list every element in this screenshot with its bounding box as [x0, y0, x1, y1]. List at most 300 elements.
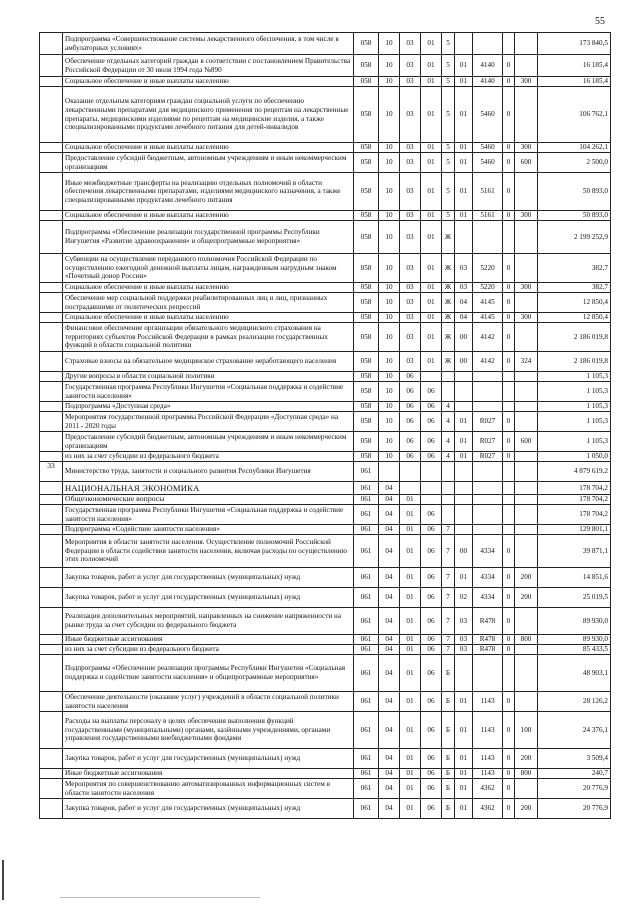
event-code: 03 — [455, 254, 473, 283]
table-row — [40, 221, 611, 254]
suffix-code — [503, 33, 515, 55]
ministry-code: 061 — [354, 799, 379, 819]
table-row — [40, 143, 611, 153]
program-code: 01 — [421, 87, 442, 143]
table-row — [40, 77, 611, 87]
suffix-code — [503, 525, 515, 535]
amount-cell: 48 903,1 — [538, 655, 611, 692]
amount-cell: 12 850,4 — [538, 293, 611, 313]
program-code: 01 — [421, 323, 442, 352]
subprogram-code: 4 — [442, 402, 455, 412]
subprogram-code: Ж — [442, 283, 455, 293]
section-code: 04 — [379, 799, 400, 819]
suffix-code — [503, 382, 515, 402]
subprogram-code: 4 — [442, 412, 455, 432]
row-number — [40, 323, 63, 352]
ministry-code: 058 — [354, 221, 379, 254]
budget-table — [39, 32, 611, 819]
item-name: Подпрограмма «Содействие занятости населения» — [63, 525, 354, 535]
item-name: из них за счет субсидии из федерального бюджета — [63, 645, 354, 655]
suffix-code: 0 — [503, 779, 515, 799]
row-number — [40, 254, 63, 283]
item-name: Другие вопросы в области социальной политики — [63, 372, 354, 382]
section-code: 04 — [379, 482, 400, 495]
row-number — [40, 87, 63, 143]
row-number — [40, 645, 63, 655]
table-row — [40, 495, 611, 505]
item-name: Закупка товаров, работ и услуг для государственных (муниципальных) нужд — [63, 749, 354, 769]
subsection-code: 06 — [400, 412, 421, 432]
program-code: 06 — [421, 645, 442, 655]
direction-code — [473, 372, 503, 382]
table-row — [40, 153, 611, 173]
expense-type-code — [515, 221, 538, 254]
expense-type-code — [515, 402, 538, 412]
program-code: 06 — [421, 769, 442, 779]
amount-cell: 382,7 — [538, 283, 611, 293]
event-code — [455, 655, 473, 692]
ministry-code: 061 — [354, 505, 379, 525]
direction-code: 4334 — [473, 568, 503, 588]
table-row — [40, 254, 611, 283]
direction-code: 4140 — [473, 55, 503, 77]
section-code: 10 — [379, 283, 400, 293]
item-name: Оказание отдельным категориям граждан социальной услуги по обеспечению лекарственными препаратами для медицинского применения по рецептам на лекарственные препараты, медицинскими изделиями по рецептам на медицинские изделия, а также специализированными продуктами лечебного питания для детей-инвалидов — [63, 87, 354, 143]
subprogram-code — [442, 462, 455, 482]
direction-code: 4334 — [473, 535, 503, 568]
suffix-code: 0 — [503, 352, 515, 372]
subsection-code: 01 — [400, 635, 421, 645]
item-name: Страховые взносы на обязательное медицинское страхование неработающего населения — [63, 352, 354, 372]
program-code: 01 — [421, 352, 442, 372]
amount-cell: 1 105,3 — [538, 412, 611, 432]
subsection-code: 01 — [400, 495, 421, 505]
suffix-code: 0 — [503, 153, 515, 173]
amount-cell: 12 850,4 — [538, 313, 611, 323]
subsection-code — [400, 482, 421, 495]
row-number — [40, 173, 63, 211]
item-name: Социальное обеспечение и иные выплаты населению — [63, 283, 354, 293]
section-code: 10 — [379, 313, 400, 323]
section-code: 04 — [379, 692, 400, 712]
suffix-code — [503, 402, 515, 412]
subsection-code: 03 — [400, 143, 421, 153]
expense-type-code — [515, 293, 538, 313]
direction-code: 5220 — [473, 283, 503, 293]
subsection-code: 03 — [400, 33, 421, 55]
subsection-code: 03 — [400, 283, 421, 293]
section-code: 04 — [379, 568, 400, 588]
subsection-code: 01 — [400, 712, 421, 749]
expense-type-code — [515, 412, 538, 432]
subprogram-code: 5 — [442, 33, 455, 55]
program-code: 06 — [421, 412, 442, 432]
subsection-code: 06 — [400, 402, 421, 412]
suffix-code — [503, 462, 515, 482]
event-code — [455, 33, 473, 55]
subprogram-code: 5 — [442, 153, 455, 173]
program-code: 01 — [421, 313, 442, 323]
subprogram-code: 7 — [442, 635, 455, 645]
item-name: Государственная программа Республики Ингушетия «Социальная поддержка и содействие занятости населения» — [63, 505, 354, 525]
direction-code — [473, 525, 503, 535]
section-code: 10 — [379, 293, 400, 313]
page-number: 55 — [595, 16, 605, 27]
row-number — [40, 692, 63, 712]
program-code: 06 — [421, 635, 442, 645]
direction-code — [473, 495, 503, 505]
amount-cell: 50 893,0 — [538, 211, 611, 221]
direction-code: 5161 — [473, 173, 503, 211]
subprogram-code: Ж — [442, 221, 455, 254]
row-number — [40, 352, 63, 372]
program-code: 01 — [421, 33, 442, 55]
ministry-code: 061 — [354, 645, 379, 655]
subsection-code: 03 — [400, 211, 421, 221]
subsection-code: 01 — [400, 535, 421, 568]
event-code: 01 — [455, 412, 473, 432]
suffix-code: 0 — [503, 173, 515, 211]
event-code: 00 — [455, 352, 473, 372]
row-number — [40, 712, 63, 749]
amount-cell: 20 776,9 — [538, 799, 611, 819]
row-number — [40, 211, 63, 221]
ministry-code: 061 — [354, 462, 379, 482]
program-code: 01 — [421, 153, 442, 173]
expense-type-code — [515, 323, 538, 352]
item-name: Подпрограмма «Обеспечение реализации программы Республики Ингушетия «Социальная поддержка и содействие занятости населения» и общепрограммные мероприятия» — [63, 655, 354, 692]
subsection-code: 01 — [400, 645, 421, 655]
ministry-code: 058 — [354, 352, 379, 372]
expense-type-code: 300 — [515, 211, 538, 221]
ministry-code: 058 — [354, 283, 379, 293]
ministry-code: 061 — [354, 535, 379, 568]
amount-cell: 104 262,1 — [538, 143, 611, 153]
section-code: 10 — [379, 412, 400, 432]
expense-type-code — [515, 505, 538, 525]
item-name: Государственная программа Республики Ингушетия «Социальная поддержка и содействие занятости населения» — [63, 382, 354, 402]
item-name: Социальное обеспечение и иные выплаты населению — [63, 143, 354, 153]
table-row — [40, 432, 611, 452]
ministry-code: 058 — [354, 432, 379, 452]
program-code: 06 — [421, 452, 442, 462]
table-row — [40, 588, 611, 608]
subprogram-code: Б — [442, 692, 455, 712]
table-row — [40, 645, 611, 655]
amount-cell: 39 871,1 — [538, 535, 611, 568]
event-code: 01 — [455, 153, 473, 173]
direction-code — [473, 402, 503, 412]
row-number — [40, 153, 63, 173]
expense-type-code — [515, 254, 538, 283]
subprogram-code: 4 — [442, 432, 455, 452]
expense-type-code — [515, 692, 538, 712]
subprogram-code: 5 — [442, 87, 455, 143]
section-code: 10 — [379, 33, 400, 55]
suffix-code: 0 — [503, 568, 515, 588]
row-number — [40, 608, 63, 635]
direction-code: 1143 — [473, 749, 503, 769]
direction-code: 5460 — [473, 153, 503, 173]
table-row — [40, 525, 611, 535]
expense-type-code: 800 — [515, 635, 538, 645]
section-code: 10 — [379, 254, 400, 283]
ministry-code: 058 — [354, 211, 379, 221]
row-number — [40, 505, 63, 525]
expense-type-code — [515, 495, 538, 505]
table-row — [40, 799, 611, 819]
ministry-code: 058 — [354, 452, 379, 462]
subsection-code — [400, 462, 421, 482]
expense-type-code — [515, 779, 538, 799]
ministry-code: 061 — [354, 525, 379, 535]
suffix-code: 0 — [503, 412, 515, 432]
amount-cell: 2 186 019,8 — [538, 323, 611, 352]
table-row — [40, 293, 611, 313]
ministry-code: 061 — [354, 779, 379, 799]
section-code: 10 — [379, 87, 400, 143]
section-code: 04 — [379, 495, 400, 505]
section-code: 04 — [379, 655, 400, 692]
amount-cell: 20 776,9 — [538, 779, 611, 799]
subsection-code: 03 — [400, 323, 421, 352]
subsection-code: 06 — [400, 372, 421, 382]
item-name: Иные межбюджетные трансферты на реализацию отдельных полномочий в области обеспечения лекарственными препаратами, изделиями медицинского назначения, а также специализированными продуктами лечебного питания — [63, 173, 354, 211]
direction-code — [473, 221, 503, 254]
amount-cell: 1 105,3 — [538, 372, 611, 382]
event-code: 03 — [455, 283, 473, 293]
amount-cell: 1 105,3 — [538, 432, 611, 452]
row-number — [40, 293, 63, 313]
direction-code: 4142 — [473, 323, 503, 352]
item-name: Подпрограмма «Доступная среда» — [63, 402, 354, 412]
suffix-code: 0 — [503, 535, 515, 568]
suffix-code: 0 — [503, 432, 515, 452]
program-code — [421, 482, 442, 495]
table-row — [40, 313, 611, 323]
subprogram-code: 7 — [442, 588, 455, 608]
amount-cell: 2 186 019,8 — [538, 352, 611, 372]
expense-type-code — [515, 87, 538, 143]
row-number — [40, 495, 63, 505]
item-name: Предоставление субсидий бюджетным, автономным учреждениям и иным некоммерческим организациям — [63, 432, 354, 452]
direction-code: 5161 — [473, 211, 503, 221]
ministry-code: 058 — [354, 173, 379, 211]
section-code: 10 — [379, 372, 400, 382]
item-name: Подпрограмма «Совершенствование системы лекарственного обеспечения, в том числе в амбулаторных условиях» — [63, 33, 354, 55]
amount-cell: 89 930,0 — [538, 635, 611, 645]
subsection-code: 03 — [400, 293, 421, 313]
suffix-code: 0 — [503, 608, 515, 635]
amount-cell: 85 433,5 — [538, 645, 611, 655]
expense-type-code — [515, 608, 538, 635]
suffix-code: 0 — [503, 712, 515, 749]
suffix-code: 0 — [503, 293, 515, 313]
item-name: Иные бюджетные ассигнования — [63, 769, 354, 779]
direction-code: R027 — [473, 412, 503, 432]
expense-type-code — [515, 382, 538, 402]
section-code: 10 — [379, 143, 400, 153]
amount-cell: 25 019,5 — [538, 588, 611, 608]
program-code — [421, 372, 442, 382]
suffix-code: 0 — [503, 645, 515, 655]
section-code: 04 — [379, 645, 400, 655]
expense-type-code: 200 — [515, 588, 538, 608]
event-code: 01 — [455, 712, 473, 749]
subprogram-code: 5 — [442, 143, 455, 153]
table-row — [40, 769, 611, 779]
amount-cell: 178 704,2 — [538, 495, 611, 505]
subprogram-code: 7 — [442, 525, 455, 535]
ministry-code: 061 — [354, 588, 379, 608]
event-code: 01 — [455, 692, 473, 712]
item-name: Общеэкономические вопросы — [63, 495, 354, 505]
subprogram-code — [442, 482, 455, 495]
section-code: 04 — [379, 712, 400, 749]
binding-mark — [2, 860, 4, 900]
amount-cell: 50 893,0 — [538, 173, 611, 211]
expense-type-code — [515, 372, 538, 382]
item-name: Обеспечение мер социальной поддержки реабилитированных лиц и лиц, признанных пострадавшими от политических репрессий — [63, 293, 354, 313]
item-name: Социальное обеспечение и иные выплаты населению — [63, 211, 354, 221]
subprogram-code: Б — [442, 779, 455, 799]
event-code — [455, 382, 473, 402]
program-code: 01 — [421, 254, 442, 283]
row-number — [40, 432, 63, 452]
suffix-code: 0 — [503, 452, 515, 462]
program-code: 06 — [421, 432, 442, 452]
ministry-code: 058 — [354, 313, 379, 323]
subsection-code: 01 — [400, 692, 421, 712]
ministry-code: 061 — [354, 655, 379, 692]
event-code — [455, 482, 473, 495]
subsection-code: 03 — [400, 77, 421, 87]
direction-code: 5460 — [473, 87, 503, 143]
subprogram-code — [442, 495, 455, 505]
direction-code: 4145 — [473, 293, 503, 313]
program-code: 01 — [421, 143, 442, 153]
subprogram-code: 7 — [442, 568, 455, 588]
suffix-code: 0 — [503, 254, 515, 283]
expense-type-code: 200 — [515, 749, 538, 769]
row-number — [40, 143, 63, 153]
subsection-code: 01 — [400, 655, 421, 692]
event-code: 00 — [455, 323, 473, 352]
expense-type-code — [515, 645, 538, 655]
program-code: 01 — [421, 221, 442, 254]
ministry-code: 061 — [354, 692, 379, 712]
event-code: 01 — [455, 211, 473, 221]
amount-cell: 129 801,1 — [538, 525, 611, 535]
table-row — [40, 712, 611, 749]
subprogram-code: 7 — [442, 645, 455, 655]
event-code: 03 — [455, 645, 473, 655]
amount-cell: 24 376,1 — [538, 712, 611, 749]
item-name: Закупка товаров, работ и услуг для государственных (муниципальных) нужд — [63, 568, 354, 588]
expense-type-code: 300 — [515, 283, 538, 293]
suffix-code: 0 — [503, 77, 515, 87]
event-code — [455, 402, 473, 412]
suffix-code: 0 — [503, 87, 515, 143]
ministry-code: 058 — [354, 293, 379, 313]
item-name: Субвенции на осуществление переданного полномочия Российской Федерации по осуществлению ежегодной денежной выплаты лицам, награжденным нагрудным знаком «Почетный донор России» — [63, 254, 354, 283]
subprogram-code: Ж — [442, 352, 455, 372]
item-name: Финансовое обеспечение организации обязательного медицинского страхования на территориях субъектов Российской Федерации в рамках реализации государственных функций в области социальной политики — [63, 323, 354, 352]
row-number — [40, 55, 63, 77]
subsection-code: 01 — [400, 749, 421, 769]
section-code: 04 — [379, 635, 400, 645]
section-code: 04 — [379, 608, 400, 635]
suffix-code — [503, 372, 515, 382]
table-row — [40, 173, 611, 211]
subsection-code: 03 — [400, 221, 421, 254]
table-row — [40, 323, 611, 352]
suffix-code: 0 — [503, 635, 515, 645]
ministry-code: 058 — [354, 77, 379, 87]
suffix-code: 0 — [503, 692, 515, 712]
table-row — [40, 749, 611, 769]
section-code: 10 — [379, 221, 400, 254]
ministry-code: 058 — [354, 254, 379, 283]
table-row — [40, 452, 611, 462]
expense-type-code — [515, 525, 538, 535]
expense-type-code — [515, 33, 538, 55]
ministry-code: 061 — [354, 769, 379, 779]
suffix-code — [503, 495, 515, 505]
subprogram-code: Ж — [442, 313, 455, 323]
section-code: 04 — [379, 525, 400, 535]
row-number — [40, 402, 63, 412]
row-number: 33 — [40, 462, 63, 482]
direction-code: 4362 — [473, 779, 503, 799]
subsection-code: 01 — [400, 769, 421, 779]
subprogram-code — [442, 505, 455, 525]
section-code: 10 — [379, 323, 400, 352]
amount-cell: 2 199 252,9 — [538, 221, 611, 254]
row-number — [40, 655, 63, 692]
section-code: 10 — [379, 402, 400, 412]
expense-type-code: 300 — [515, 143, 538, 153]
event-code: 03 — [455, 635, 473, 645]
expense-type-code: 324 — [515, 352, 538, 372]
item-name: Расходы на выплаты персоналу в целях обеспечения выполнения функций государственными (муниципальными) органами, казёнными учреждениями, органами управления государственными внебюджетными фондами — [63, 712, 354, 749]
section-code: 10 — [379, 153, 400, 173]
direction-code: 4334 — [473, 588, 503, 608]
item-name: Социальное обеспечение и иные выплаты населению — [63, 313, 354, 323]
ministry-code: 058 — [354, 33, 379, 55]
table-row — [40, 608, 611, 635]
subprogram-code: Ж — [442, 323, 455, 352]
event-code: 01 — [455, 779, 473, 799]
amount-cell: 106 762,1 — [538, 87, 611, 143]
event-code: 01 — [455, 87, 473, 143]
subprogram-code: Ж — [442, 254, 455, 283]
ministry-code: 061 — [354, 608, 379, 635]
direction-code — [473, 382, 503, 402]
amount-cell: 4 879 619,2 — [538, 462, 611, 482]
table-row — [40, 382, 611, 402]
amount-cell: 16 185,4 — [538, 77, 611, 87]
row-number — [40, 535, 63, 568]
expense-type-code — [515, 462, 538, 482]
expense-type-code — [515, 452, 538, 462]
expense-type-code: 200 — [515, 568, 538, 588]
event-code: 01 — [455, 77, 473, 87]
program-code: 01 — [421, 283, 442, 293]
subprogram-code: Б — [442, 769, 455, 779]
program-code: 06 — [421, 799, 442, 819]
item-name: из них за счет субсидии из федерального бюджета — [63, 452, 354, 462]
